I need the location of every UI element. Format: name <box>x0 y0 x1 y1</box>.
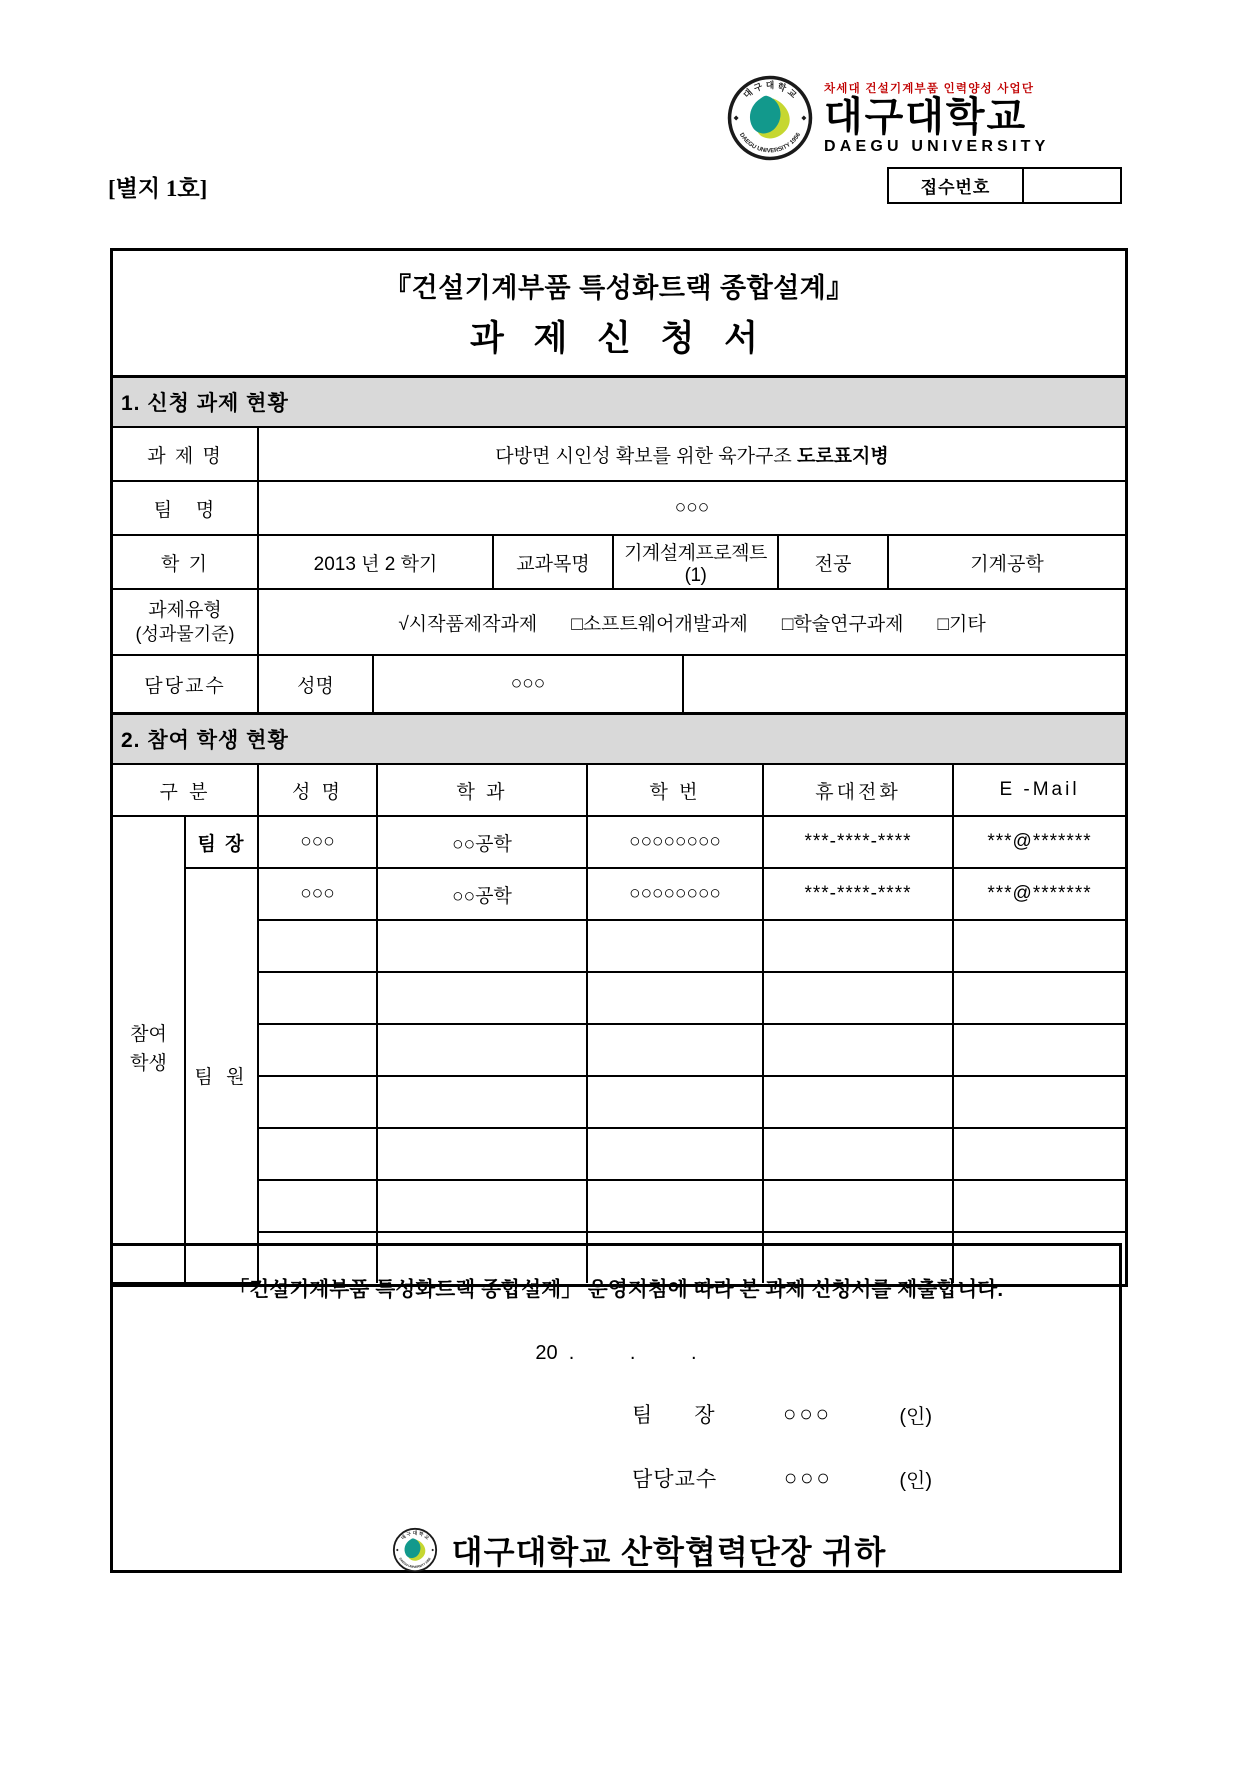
date-line: 20 . . . <box>535 1342 697 1364</box>
option-prototype-checked: √시작품제작과제 <box>398 613 538 635</box>
university-name-kr: 대구대학교 <box>824 94 1028 139</box>
recipient-text: 대구대학교 산학협력단장 귀하 <box>451 1534 887 1570</box>
participants-table <box>113 765 1125 1284</box>
program-name: 차세대 건설기계부품 인력양성 사업단 <box>824 82 1035 95</box>
major-label: 전공 <box>778 535 888 589</box>
project-type-row <box>113 589 1125 655</box>
empty-cell <box>258 920 377 972</box>
leader-signature-seal: (인) <box>899 1405 932 1428</box>
project-type-label <box>113 589 258 655</box>
university-wordmark <box>824 80 1049 157</box>
empty-cell <box>953 1128 1125 1180</box>
member-row-empty <box>113 1180 1125 1232</box>
project-name-text: 다방면 시인성 확보를 위한 육가구조 <box>495 445 797 467</box>
semester-value: 2013 년 2 학기 <box>258 535 493 589</box>
advisor-signature-label: 담당교수 <box>632 1468 718 1491</box>
university-logo <box>726 74 1049 162</box>
empty-cell <box>763 1180 953 1232</box>
leader-row <box>113 816 1125 868</box>
empty-cell <box>258 1076 377 1128</box>
member-label: 팀 원 <box>185 868 258 1283</box>
empty-cell <box>377 1076 587 1128</box>
col-name: 성 명 <box>258 765 377 816</box>
advisor-name-label: 성명 <box>258 655 373 712</box>
empty-cell <box>763 1076 953 1128</box>
section2-heading: 2. 참여 학생 현황 <box>113 712 1125 765</box>
semester-label: 학 기 <box>113 535 258 589</box>
major-value: 기계공학 <box>888 535 1125 589</box>
empty-cell <box>953 1180 1125 1232</box>
member-row <box>113 868 1125 920</box>
empty-cell <box>587 1024 763 1076</box>
section1-table <box>113 428 1125 712</box>
empty-cell <box>377 1024 587 1076</box>
empty-cell <box>587 920 763 972</box>
col-student-id: 학 번 <box>587 765 763 816</box>
receipt-number-label: 접수번호 <box>889 169 1024 202</box>
recipient-row <box>113 1527 1119 1573</box>
project-type-label-line2: (성과물기준) <box>135 623 235 644</box>
participants-group-label <box>113 816 185 1283</box>
empty-cell <box>377 1128 587 1180</box>
advisor-signature-row <box>632 1463 932 1493</box>
team-name-row <box>113 481 1125 535</box>
member-student-id: ○○○○○○○○ <box>587 868 763 920</box>
member-row-empty <box>113 972 1125 1024</box>
university-emblem-small-icon <box>392 1527 438 1573</box>
advisor-signature-name: ○○○ <box>783 1465 833 1490</box>
empty-cell <box>587 1076 763 1128</box>
project-type-options <box>258 589 1125 655</box>
team-name-label: 팀 명 <box>113 481 258 535</box>
member-email: ***@******* <box>953 868 1125 920</box>
leader-student-id: ○○○○○○○○ <box>587 816 763 868</box>
leader-label: 팀 장 <box>185 816 258 868</box>
leader-signature-row <box>632 1399 932 1429</box>
empty-cell <box>587 1128 763 1180</box>
project-name-value <box>258 428 1125 481</box>
form-title-block <box>113 251 1125 375</box>
member-row-empty <box>113 920 1125 972</box>
empty-cell <box>587 972 763 1024</box>
form-title-main: 과 제 신 청 서 <box>470 318 768 358</box>
empty-cell <box>258 972 377 1024</box>
project-name-text-bold: 도로표지병 <box>796 445 889 467</box>
section1-heading: 1. 신청 과제 현황 <box>113 375 1125 428</box>
submission-statement: 「건설기계부품 특성화트랙 종합설계」 운영지침에 따라 본 과제 신청서를 제출합니다. <box>228 1278 1004 1301</box>
member-name: ○○○ <box>258 868 377 920</box>
advisor-row <box>113 655 1125 712</box>
university-emblem-icon <box>726 74 814 162</box>
col-category: 구 분 <box>113 765 258 816</box>
advisor-name-value: ○○○ <box>373 655 683 712</box>
project-name-row <box>113 428 1125 481</box>
option-software-checkbox: □소프트웨어개발과제 <box>571 613 748 635</box>
empty-cell <box>763 1128 953 1180</box>
member-department: ○○공학 <box>377 868 587 920</box>
course-value: 기계설계프로젝트(1) <box>613 535 778 589</box>
empty-cell <box>258 1024 377 1076</box>
leader-department: ○○공학 <box>377 816 587 868</box>
leader-signature-label: 팀 장 <box>632 1404 716 1427</box>
empty-cell <box>953 1024 1125 1076</box>
application-form <box>110 248 1128 1287</box>
team-name-value: ○○○ <box>258 481 1125 535</box>
university-name-en: DAEGU UNIVERSITY <box>824 138 1050 156</box>
empty-cell <box>953 1076 1125 1128</box>
group-label-line1: 참여 <box>130 1024 167 1045</box>
project-type-label-line1: 과제유형 <box>148 599 222 621</box>
member-row-empty <box>113 1128 1125 1180</box>
option-other-checkbox: □기타 <box>937 613 986 635</box>
project-name-label: 과 제 명 <box>113 428 258 481</box>
leader-email: ***@******* <box>953 816 1125 868</box>
semester-row <box>113 535 1125 589</box>
group-label-line2: 학생 <box>130 1052 167 1074</box>
empty-cell <box>377 920 587 972</box>
form-title-program: 『건설기계부품 특성화트랙 종합설계』 <box>384 272 854 303</box>
advisor-label: 담당교수 <box>113 655 258 712</box>
participants-header-row <box>113 765 1125 816</box>
leader-phone: ***-****-**** <box>763 816 953 868</box>
leader-signature-name: ○○○ <box>783 1401 832 1426</box>
empty-cell <box>258 1128 377 1180</box>
member-row-empty <box>113 1024 1125 1076</box>
empty-cell <box>763 920 953 972</box>
empty-cell <box>258 1180 377 1232</box>
receipt-number-value <box>1024 169 1120 202</box>
empty-cell <box>763 1024 953 1076</box>
empty-cell <box>377 972 587 1024</box>
advisor-extra-cell <box>683 655 1125 712</box>
empty-cell <box>953 972 1125 1024</box>
empty-cell <box>377 1180 587 1232</box>
col-email: E -Mail <box>953 765 1125 816</box>
submission-footer <box>110 1243 1122 1573</box>
leader-name: ○○○ <box>258 816 377 868</box>
member-phone: ***-****-**** <box>763 868 953 920</box>
col-phone: 휴대전화 <box>763 765 953 816</box>
option-research-checkbox: □학술연구과제 <box>781 613 904 635</box>
empty-cell <box>587 1180 763 1232</box>
receipt-number-box <box>887 167 1122 204</box>
empty-cell <box>953 920 1125 972</box>
advisor-signature-seal: (인) <box>899 1469 932 1492</box>
member-row-empty <box>113 1076 1125 1128</box>
attachment-number-label: [별지 1호] <box>108 176 208 201</box>
col-department: 학 과 <box>377 765 587 816</box>
course-label: 교과목명 <box>493 535 613 589</box>
empty-cell <box>763 972 953 1024</box>
